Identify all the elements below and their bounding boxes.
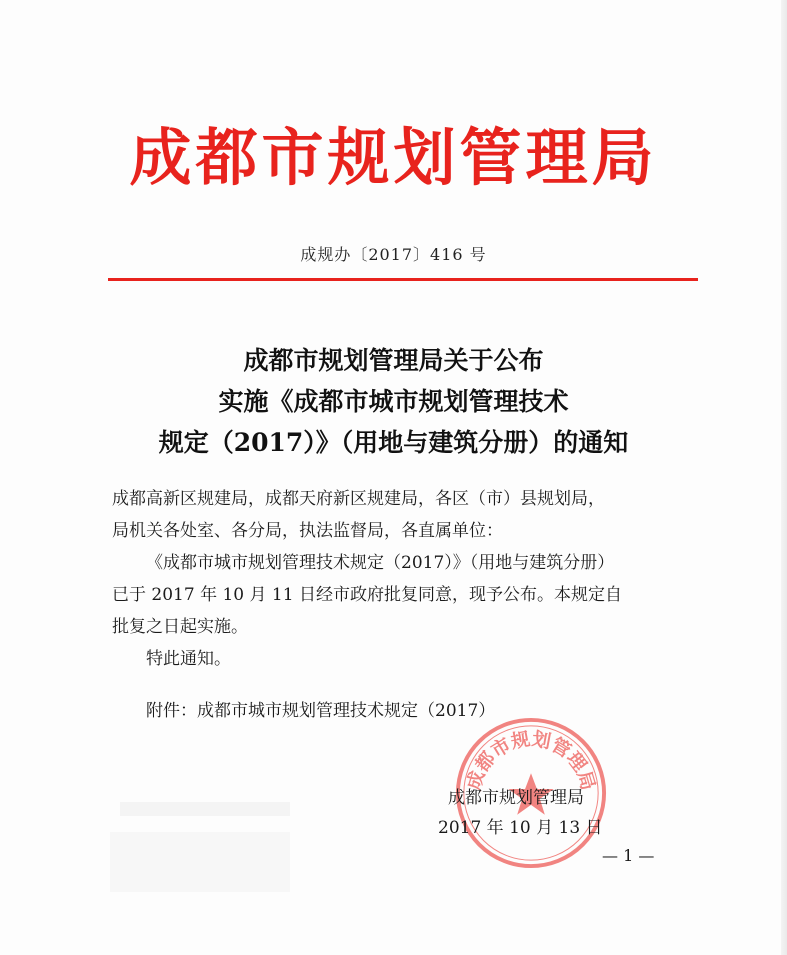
bleed-through-text [120, 802, 290, 816]
document-title [60, 340, 727, 463]
title-line-3: 规定（2017）》（用地与建筑分册）的通知 [158, 428, 629, 457]
attachment-note: 附件：成都市城市规划管理技术规定（2017） [146, 701, 496, 721]
signature-date: 2017 年 10 月 13 日 [438, 818, 603, 838]
recipients-line-2: 局机关各处室、各分局，执法监督局，各直属单位： [112, 521, 503, 541]
signer-name: 成都市规划管理局 [448, 788, 584, 808]
document-body [112, 483, 717, 675]
page-number: — 1 — [602, 846, 655, 865]
seal-text: 成都市规划管理局 [462, 728, 600, 793]
paragraph-1-line-1: 《成都市城市规划管理技术规定（2017）》（用地与建筑分册） [146, 553, 615, 573]
title-line-1: 成都市规划管理局关于公布 [243, 346, 544, 375]
paragraph-1-line-3: 批复之日起实施。 [112, 617, 248, 637]
title-line-2: 实施《成都市城市规划管理技术 [218, 387, 569, 416]
paragraph-1-line-2: 已于 2017 年 10 月 11 日经市政府批复同意，现予公布。本规定自 [112, 585, 622, 605]
organization-header: 成都市规划管理局 [129, 121, 658, 194]
document-number: 成规办〔2017〕416 号 [300, 245, 487, 264]
paragraph-2: 特此通知。 [146, 649, 231, 669]
recipients-line-1: 成都高新区规建局，成都天府新区规建局，各区（市）县规划局， [112, 489, 605, 509]
bleed-through-block [110, 832, 290, 892]
red-divider-line [108, 278, 698, 281]
